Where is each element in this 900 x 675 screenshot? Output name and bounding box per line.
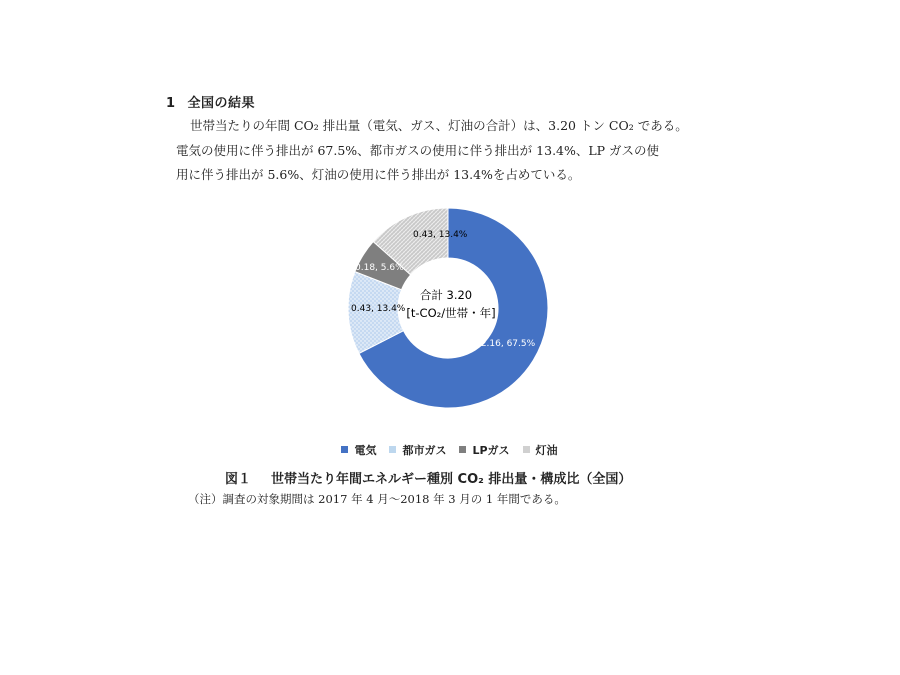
legend-swatch xyxy=(341,446,348,453)
center-total-label: 合計 3.20 xyxy=(419,288,473,302)
legend-item xyxy=(523,442,558,458)
center-unit-label: [t-CO₂/世帯・年] xyxy=(406,306,496,320)
section-heading xyxy=(166,92,255,111)
paragraph-line: 電気の使用に伴う排出が 67.5%、都市ガスの使用に伴う排出が 13.4%、LP ガスの使 xyxy=(176,142,660,158)
paragraph-line: 用に伴う排出が 5.6%、灯油の使用に伴う排出が 13.4%を占めている。 xyxy=(176,167,581,182)
section-title: 全国の結果 xyxy=(187,96,256,111)
legend-item xyxy=(341,442,376,458)
legend-swatch xyxy=(459,446,466,453)
slice-data-label: 0.43, 13.4% xyxy=(351,304,406,314)
legend-item xyxy=(389,442,446,458)
section-number: 1 xyxy=(166,96,176,111)
legend-swatch xyxy=(523,446,530,453)
slice-data-label: 0.43, 13.4% xyxy=(413,230,468,240)
legend-label: LPガス xyxy=(472,444,510,457)
paragraph-line: 世帯当たりの年間 CO₂ 排出量（電気、ガス、灯油の合計）は、3.20 トン CO₂ である。 xyxy=(190,118,688,133)
legend-label: 灯油 xyxy=(535,444,558,457)
legend-label: 都市ガス xyxy=(402,444,447,457)
slice-data-label: 0.18, 5.6% xyxy=(355,263,404,273)
donut-chart xyxy=(300,196,600,466)
figure-note: （注）調査の対象期間は 2017 年 4 月～2018 年 3 月の 1 年間である。 xyxy=(188,492,566,506)
legend-swatch xyxy=(389,446,396,453)
summary-paragraph xyxy=(176,114,736,188)
slice-data-label: 2.16, 67.5% xyxy=(480,339,536,349)
chart-legend xyxy=(0,442,900,458)
figure-caption xyxy=(225,468,631,487)
figure-title: 世帯当たり年間エネルギー種別 CO₂ 排出量・構成比（全国） xyxy=(271,472,632,487)
figure-number: 図１ xyxy=(225,472,252,487)
legend-item xyxy=(459,442,509,458)
legend-label: 電気 xyxy=(354,444,377,457)
donut-chart-svg xyxy=(300,196,600,466)
